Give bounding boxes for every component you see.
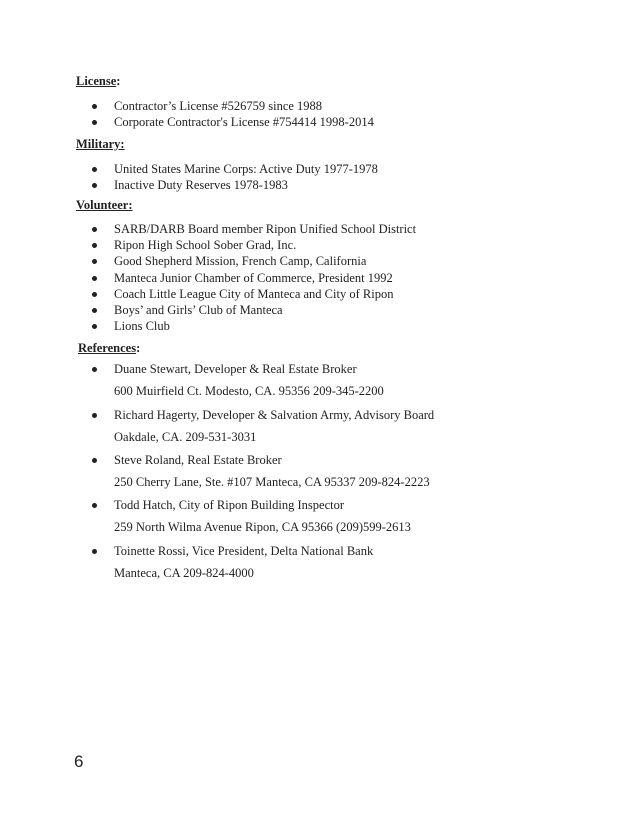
reference-detail: 250 Cherry Lane, Ste. #107 Manteca, CA 95337 209-824-2223	[114, 475, 430, 489]
list-item	[92, 286, 416, 302]
reference-detail: 600 Muirfield Ct. Modesto, CA. 95356 209-345-2200	[114, 384, 384, 398]
reference-detail: Oakdale, CA. 209-531-3031	[114, 430, 257, 444]
bullet-icon	[92, 259, 97, 264]
page-number: 6	[74, 752, 84, 771]
reference-name: Todd Hatch, City of Ripon Building Inspector	[114, 498, 345, 512]
volunteer-heading-text: Volunteer:	[76, 198, 133, 212]
bullet-icon	[92, 308, 97, 313]
reference-item	[92, 361, 384, 399]
references-heading	[78, 341, 140, 356]
bullet-icon	[92, 167, 97, 172]
list-item	[92, 318, 416, 334]
bullet-icon	[92, 458, 97, 463]
reference-detail: 259 North Wilma Avenue Ripon, CA 95366 (209)599-2613	[114, 520, 411, 534]
bullet-icon	[92, 243, 97, 248]
list-item	[92, 98, 374, 114]
list-item-text: Inactive Duty Reserves 1978-1983	[114, 178, 288, 193]
license-heading	[76, 74, 120, 89]
reference-item	[92, 497, 411, 535]
list-item-text: Contractor’s License #526759 since 1988	[114, 99, 323, 113]
volunteer-list	[92, 221, 416, 334]
volunteer-heading	[76, 198, 132, 213]
reference-item	[92, 452, 430, 490]
bullet-icon	[92, 227, 97, 232]
bullet-icon	[92, 183, 97, 188]
reference-name: Steve Roland, Real Estate Broker	[114, 453, 282, 467]
reference-name: Toinette Rossi, Vice President, Delta National Bank	[114, 544, 374, 558]
bullet-icon	[92, 120, 97, 125]
list-item	[92, 237, 416, 253]
bullet-icon	[92, 549, 97, 554]
license-list	[92, 98, 374, 130]
list-item-text: Corporate Contractor's License #754414 1998-2014	[114, 115, 374, 130]
list-item-text: Good Shepherd Mission, French Camp, California	[114, 254, 367, 269]
list-item-text: Lions Club	[114, 319, 170, 334]
list-item-text: SARB/DARB Board member Ripon Unified School District	[114, 222, 417, 236]
reference-name: Richard Hagerty, Developer & Salvation Army, Advisory Board	[114, 408, 435, 422]
reference-item	[92, 543, 373, 581]
list-item	[92, 302, 416, 318]
list-item-text: United States Marine Corps: Active Duty 1977-1978	[114, 162, 378, 176]
reference-item	[92, 407, 434, 445]
military-heading	[76, 137, 125, 152]
bullet-icon	[92, 276, 97, 281]
references-heading-text: References	[78, 341, 137, 355]
list-item	[92, 161, 378, 177]
bullet-icon	[92, 324, 97, 329]
reference-detail: Manteca, CA 209-824-4000	[114, 566, 254, 580]
military-list	[92, 161, 378, 193]
bullet-icon	[92, 413, 97, 418]
list-item-text: Boys’ and Girls’ Club of Manteca	[114, 303, 283, 318]
list-item	[92, 253, 416, 269]
list-item-text: Coach Little League City of Manteca and City of Ripon	[114, 286, 394, 301]
list-item	[92, 221, 416, 237]
list-item-text: Manteca Junior Chamber of Commerce, President 1992	[114, 270, 393, 285]
list-item	[92, 270, 416, 286]
bullet-icon	[92, 503, 97, 508]
license-heading-text: License	[76, 74, 117, 88]
list-item	[92, 177, 378, 193]
bullet-icon	[92, 104, 97, 109]
references-heading-colon: :	[136, 341, 141, 355]
license-heading-colon: :	[116, 74, 121, 88]
list-item-text: Ripon High School Sober Grad, Inc.	[114, 238, 297, 253]
reference-name: Duane Stewart, Developer & Real Estate Broker	[114, 362, 357, 376]
bullet-icon	[92, 292, 97, 297]
list-item	[92, 114, 374, 130]
military-heading-text: Military:	[76, 137, 125, 151]
bullet-icon	[92, 367, 97, 372]
